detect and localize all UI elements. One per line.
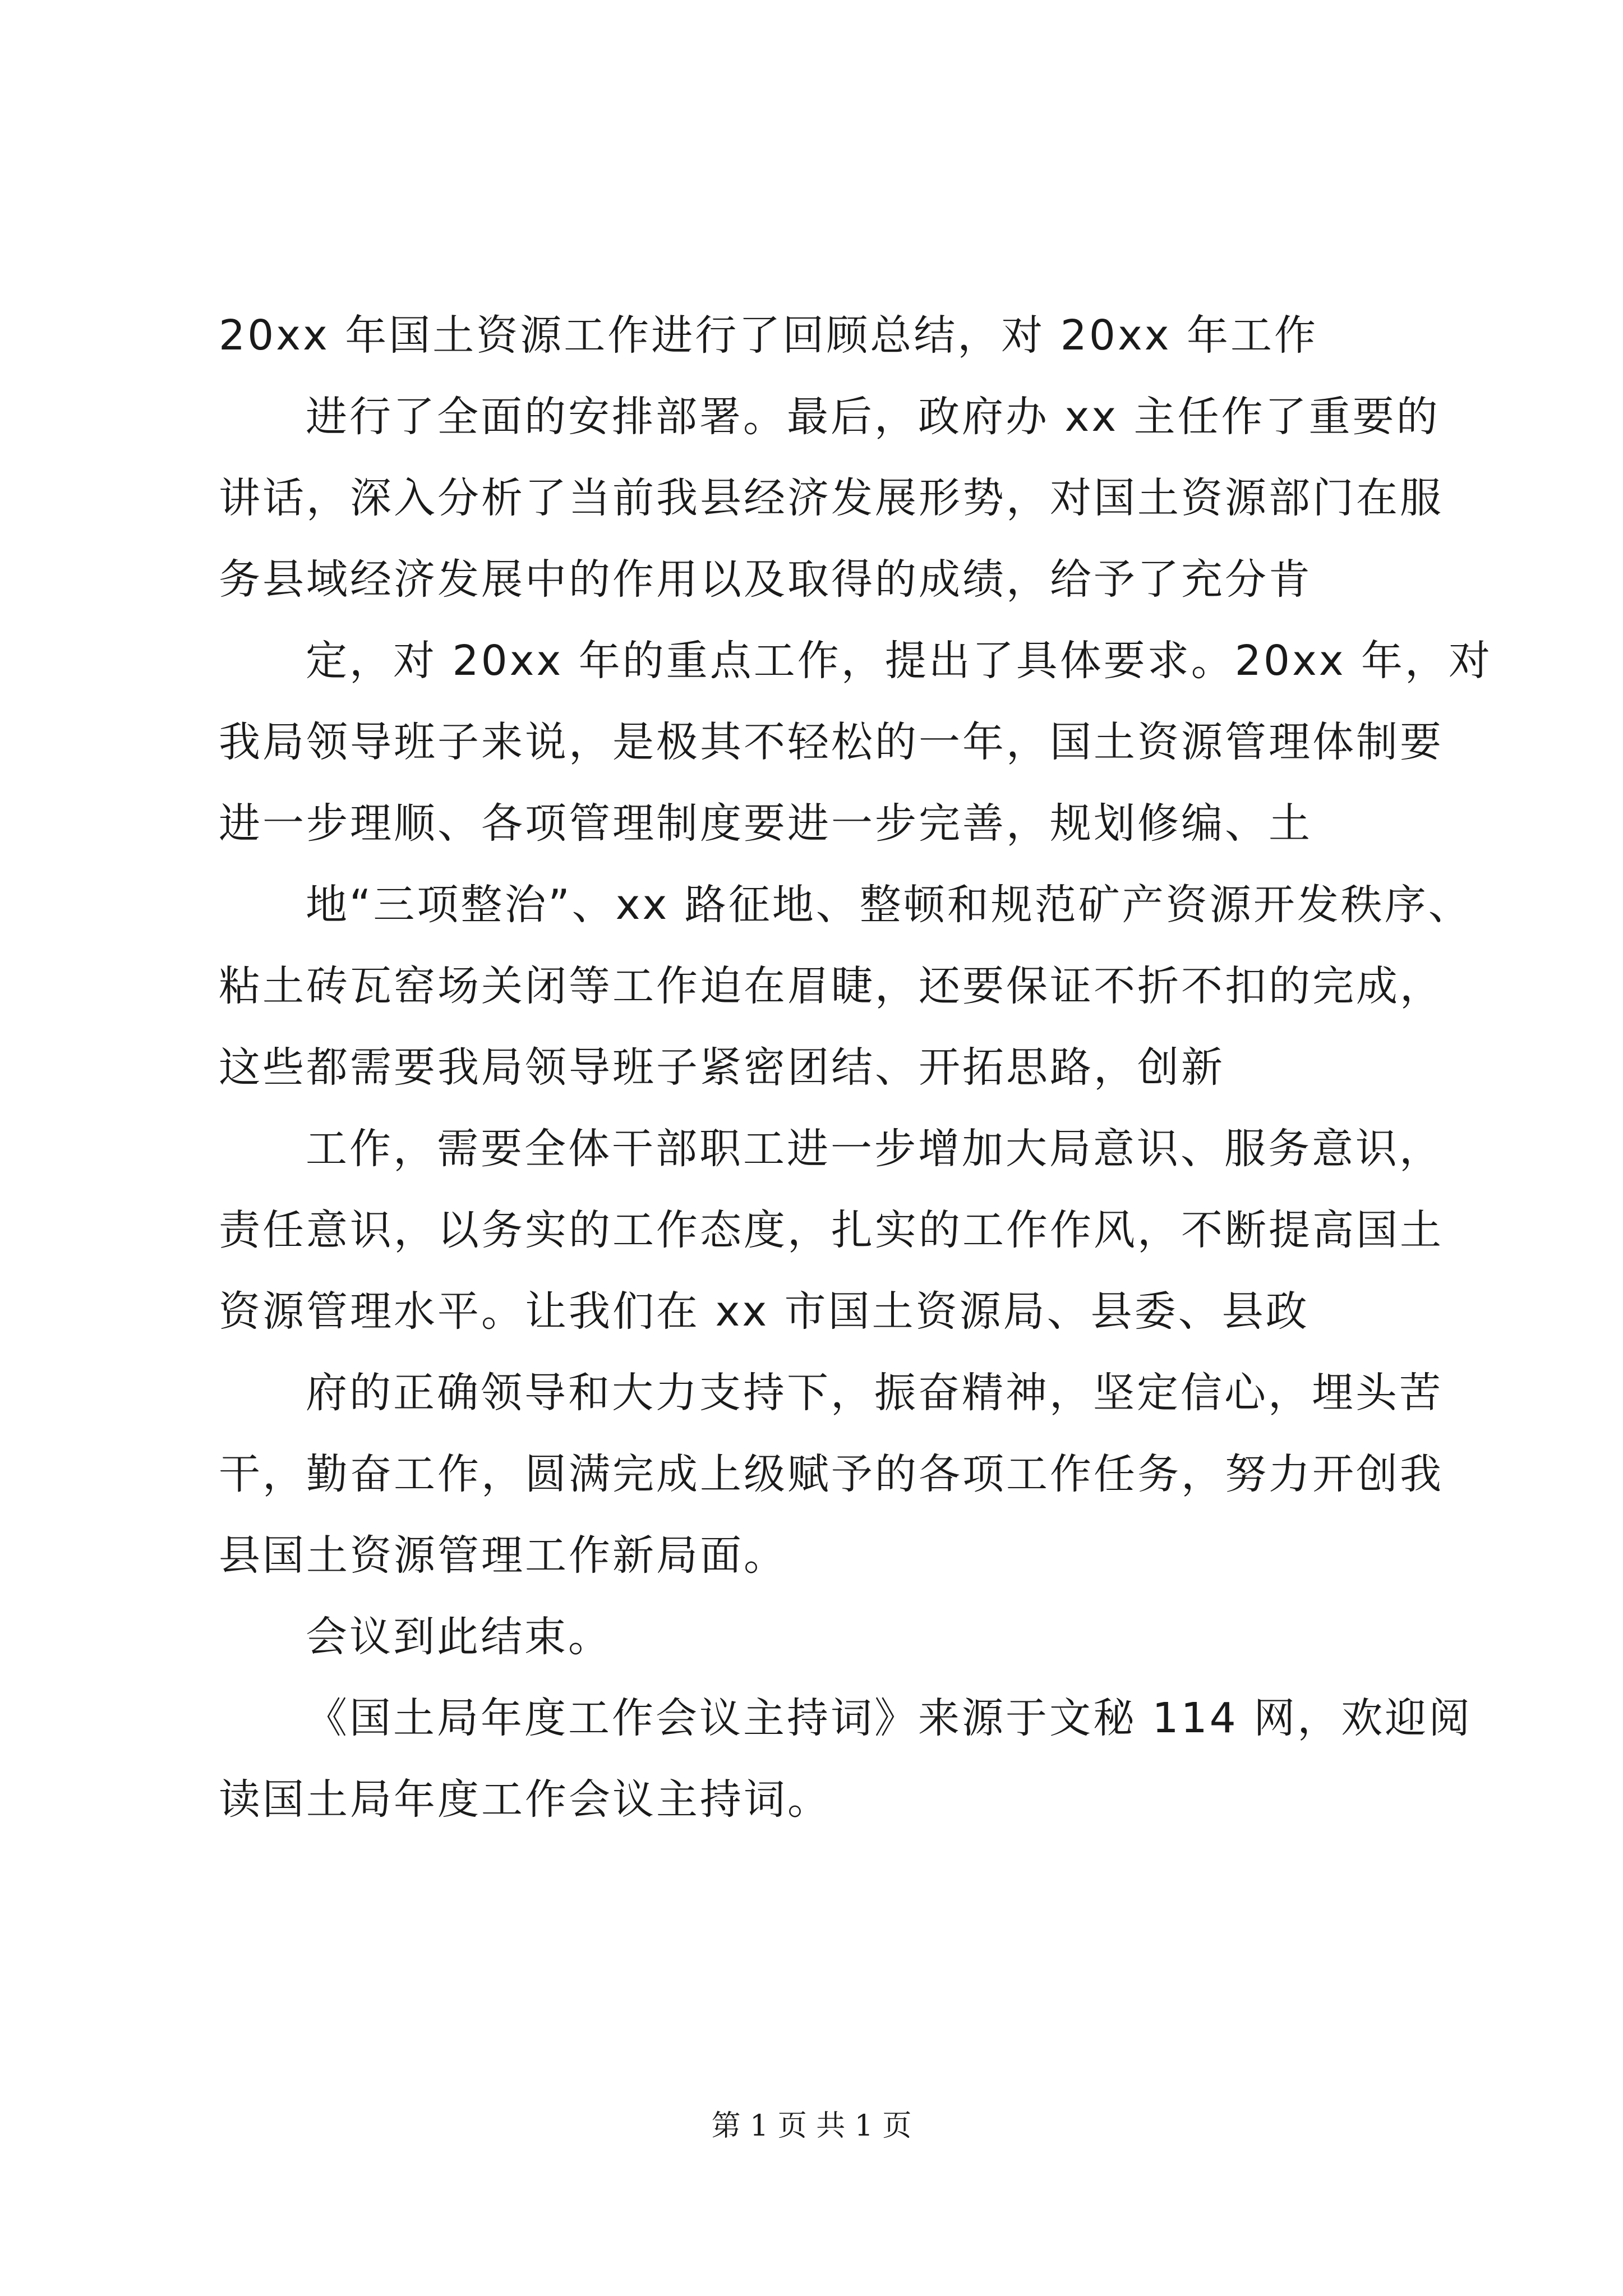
body-text-line: 府的正确领导和大力支持下，振奋精神，坚定信心，埋头苦 xyxy=(306,1369,1443,1417)
body-text-line: 讲话，深入分析了当前我县经济发展形势，对国土资源部门在服 xyxy=(219,474,1444,522)
body-text-line: 工作，需要全体干部职工进一步增加大局意识、服务意识， xyxy=(306,1125,1443,1173)
body-text-line: 地“三项整治”、xx 路征地、整顿和规范矿产资源开发秩序、 xyxy=(306,881,1472,929)
body-text-line: 20xx 年国土资源工作进行了回顾总结，对 20xx 年工作 xyxy=(219,311,1318,360)
page-number-footer: 第 1 页 共 1 页 xyxy=(711,2109,912,2143)
body-text-line: 读国土局年度工作会议主持词。 xyxy=(219,1775,831,1824)
body-text-line: 进行了全面的安排部署。最后，政府办 xx 主任作了重要的 xyxy=(306,393,1440,441)
body-text-line: 干，勤奋工作，圆满完成上级赋予的各项工作任务，努力开创我 xyxy=(219,1450,1444,1498)
body-text-line: 责任意识，以务实的工作态度，扎实的工作作风，不断提高国土 xyxy=(219,1206,1444,1254)
body-text-line: 县国土资源管理工作新局面。 xyxy=(219,1531,787,1580)
body-text-line: 资源管理水平。让我们在 xx 市国土资源局、县委、县政 xyxy=(219,1287,1310,1336)
body-text-line: 定，对 20xx 年的重点工作，提出了具体要求。20xx 年，对 xyxy=(306,637,1493,685)
body-text-line: 这些都需要我局领导班子紧密团结、开拓思路，创新 xyxy=(219,1043,1225,1092)
body-text-line: 粘土砖瓦窑场关闭等工作迫在眉睫，还要保证不折不扣的完成， xyxy=(219,962,1444,1010)
body-text-line: 我局领导班子来说，是极其不轻松的一年，国土资源管理体制要 xyxy=(219,718,1444,766)
body-text-line: 进一步理顺、各项管理制度要进一步完善，规划修编、土 xyxy=(219,799,1312,848)
body-text-line: 《国土局年度工作会议主持词》来源于文秘 114 网，欢迎阅 xyxy=(306,1694,1473,1742)
body-text-line: 会议到此结束。 xyxy=(306,1613,612,1661)
body-text-line: 务县域经济发展中的作用以及取得的成绩，给予了充分肯 xyxy=(219,555,1312,604)
